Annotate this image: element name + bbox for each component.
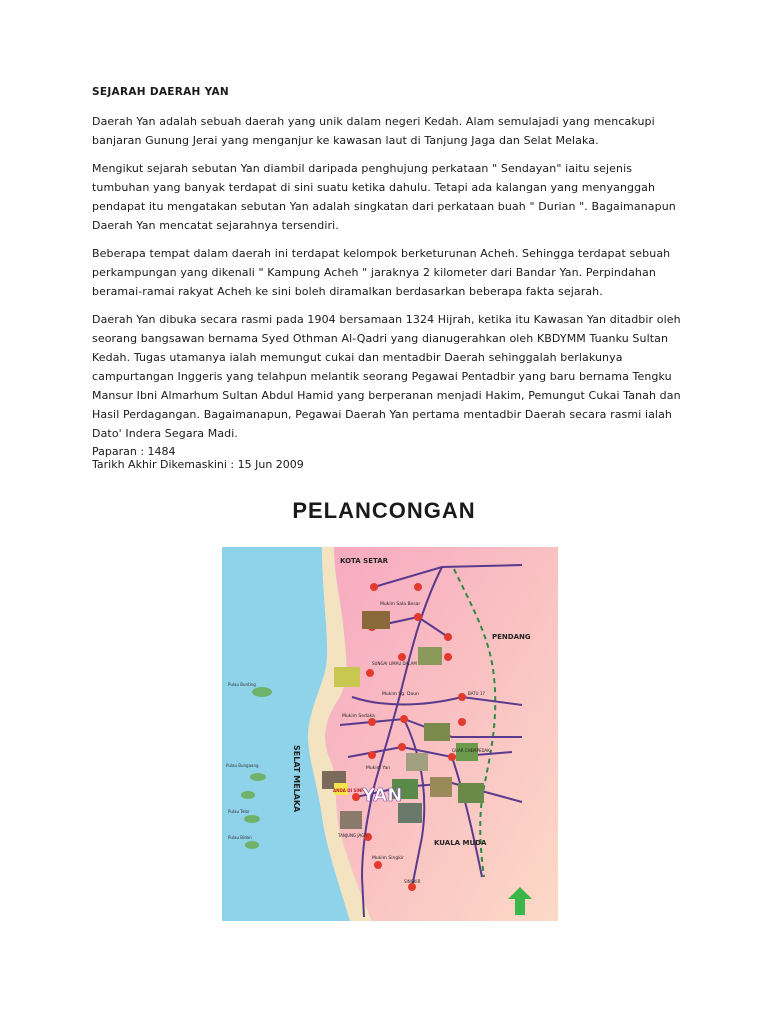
last-updated: Tarikh Akhir Dikemaskini : 15 Jun 2009 xyxy=(92,458,304,471)
label-pulau-bidan: Pulau Bidan xyxy=(228,835,252,840)
label-yan: YAN xyxy=(362,785,403,806)
label-pulau-bunyang: Pulau Bungaang xyxy=(226,763,259,768)
label-tanjung-jaga: TANJUNG JAGA xyxy=(338,833,367,838)
label-selat-melaka: SELAT MELAKA xyxy=(292,745,301,813)
label-kota-setar: KOTA SETAR xyxy=(340,557,389,565)
article-paragraph: Mengikut sejarah sebutan Yan diambil daripada penghujung perkataan " Sendayan" iaitu sejenis tumbuhan yang banyak terdapat di sini suatu ketika dahulu. Tetapi ada kalangan yang menyanggah pendapat itu mengatakan sebutan Yan adalah singkatan dari perkataan buah " Durian ". Bagaimanapun Daerah Yan mencatat sejarahnya tersendiri. xyxy=(92,162,676,232)
article-paragraph: Daerah Yan adalah sebuah daerah yang unik dalam negeri Kedah. Alam semulajadi yang mencakupi banjaran Gunung Jerai yang menganjur ke kawasan laut di Tanjung Jaga dan Selat Melaka. xyxy=(92,115,655,147)
label-batu-17: BATU 17 xyxy=(468,691,485,696)
label-mukim-singkir: Mukim Singkir xyxy=(372,856,404,861)
article xyxy=(92,86,682,471)
island xyxy=(250,773,266,781)
label-sg-limau: SUNGAI LIMAU DALAM xyxy=(372,661,417,666)
tourism-map-svg xyxy=(222,547,558,921)
label-mukim-sg-daun: Mukim Sg. Daun xyxy=(382,692,419,697)
label-kuala-muda: KUALA MUDA xyxy=(434,839,487,847)
label-mukim-sala: Mukim Sala Besar xyxy=(380,602,421,607)
label-mukim-sedaka: Mukim Sedaka xyxy=(342,714,375,719)
label-mukim-yan: Mukim Yan xyxy=(366,766,391,771)
island xyxy=(245,841,259,849)
label-guar-chempedak: GUAR CHEMPEDAK xyxy=(452,748,490,753)
view-count: Paparan : 1484 xyxy=(92,445,176,458)
island xyxy=(244,815,260,823)
tourism-map xyxy=(222,547,558,921)
label-pendang: PENDANG xyxy=(492,633,531,641)
label-pulau-bunting: Pulau Bunting xyxy=(228,682,256,687)
article-title: SEJARAH DAERAH YAN xyxy=(92,86,230,98)
label-pulau-telor: Pulau Telor xyxy=(228,809,250,814)
article-paragraph: Beberapa tempat dalam daerah ini terdapat kelompok berketurunan Acheh. Sehingga terdapat sebuah perkampungan yang dikenali " Kampung Acheh " jaraknya 2 kilometer dari Bandar Yan. Perpindahan beramai-ramai rakyat Acheh ke sini boleh diramalkan berdasarkan beberapa fakta sejarah. xyxy=(92,247,671,298)
section-title: PELANCONGAN xyxy=(292,498,476,523)
label-anda-di-sini: ANDA DI SINI xyxy=(333,788,363,793)
article-paragraph: Daerah Yan dibuka secara rasmi pada 1904 bersamaan 1324 Hijrah, ketika itu Kawasan Yan ditadbir oleh seorang bangsawan bernama Syed Othman Al-Qadri yang dianugerahkan oleh KBDYMM Tuanku Sultan Kedah. Tugas utamanya ialah memungut cukai dan mentadbir Daerah sehinggalah berlakunya campurtangan Inggeris yang telahpun melantik seorang Pegawai Pentadbir yang baru bernama Tengku Mansur Ibni Almarhum Sultan Abdul Hamid yang berperanan menjadi Hakim, Pemungut Cukai Tanah dan Hasil Perdagangan. Bagaimanapun, Pegawai Daerah Yan pertama mentadbir Daerah secara rasmi ialah Dato' Indera Segara Madi. xyxy=(92,313,681,440)
island xyxy=(241,791,255,799)
island xyxy=(252,687,272,697)
label-singkir: SINGKIR xyxy=(404,879,421,884)
